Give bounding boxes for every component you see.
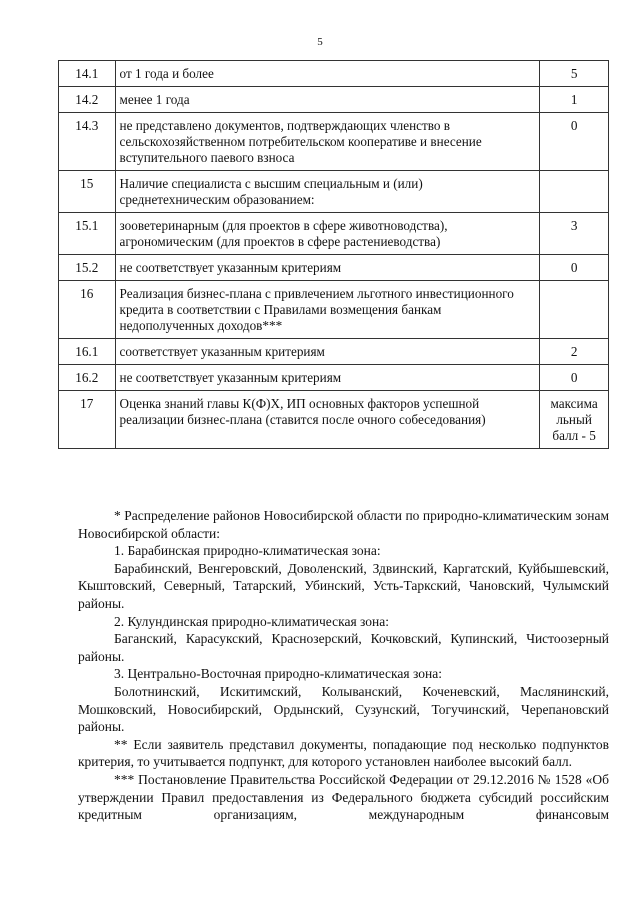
note-double-asterisk: ** Если заявитель представил документы, попадающие под несколько подпунктов критерия, то учитывается подпункт, для которого установлен наиболее высокий балл. [78, 736, 609, 770]
row-score [540, 281, 609, 339]
row-number: 16 [59, 281, 116, 339]
note-zone-1-districts: Барабинский, Венгеровский, Доволенский, Здвинский, Каргатский, Куйбышевский, Кыштовский, Северный, Татарский, Убинский, Усть-Таркский, Чановский, Чулымский районы. [78, 560, 609, 611]
row-score: 2 [540, 339, 609, 365]
row-criterion: менее 1 года [115, 87, 540, 113]
row-number: 15.2 [59, 255, 116, 281]
table-row [59, 213, 609, 255]
row-criterion: зооветеринарным (для проектов в сфере животноводства), агрономическим (для проектов в сфере растениеводства) [115, 213, 540, 255]
row-score: 0 [540, 365, 609, 391]
row-score: 0 [540, 113, 609, 171]
row-criterion: Оценка знаний главы К(Ф)Х, ИП основных факторов успешной реализации бизнес-плана (ставится после очного собеседования) [115, 391, 540, 449]
note-zones-intro: * Распределение районов Новосибирской области по природно-климатическим зонам Новосибирской области: [78, 508, 609, 541]
row-number: 17 [59, 391, 116, 449]
row-score: 1 [540, 87, 609, 113]
page-number: 5 [317, 36, 323, 48]
row-score: 3 [540, 213, 609, 255]
row-number: 16.1 [59, 339, 116, 365]
note-zone-2-districts: Баганский, Карасукский, Краснозерский, Кочковский, Купинский, Чистоозерный районы. [78, 631, 609, 664]
note-zone-2-title: 2. Кулундинская природно-климатическая зона: [114, 613, 389, 629]
row-criterion: от 1 года и более [115, 61, 540, 87]
note-zone-3-districts: Болотнинский, Искитимский, Колыванский, Коченевский, Маслянинский, Мошковский, Новосибирский, Ордынский, Сузунский, Тогучинский, Черепановский районы. [78, 683, 609, 735]
table-row [59, 87, 609, 113]
note-zone-1-title: 1. Барабинская природно-климатическая зона: [114, 543, 381, 559]
row-criterion: не представлено документов, подтверждающих членство в сельскохозяйственном потребительском кооперативе и внесение вступительного паевого взноса [115, 113, 540, 171]
table-row [59, 171, 609, 213]
table-row [59, 391, 609, 449]
row-criterion: не соответствует указанным критериям [115, 365, 540, 391]
row-criterion: не соответствует указанным критериям [115, 255, 540, 281]
table-row [59, 281, 609, 339]
row-number: 15.1 [59, 213, 116, 255]
table-row [59, 339, 609, 365]
row-score [540, 171, 609, 213]
row-criterion: Наличие специалиста с высшим специальным и (или) среднетехническим образованием: [115, 171, 540, 213]
footnotes [78, 507, 609, 824]
note-triple-asterisk: *** Постановление Правительства Российской Федерации от 29.12.2016 № 1528 «Об утверждении Правил предоставления из Федерального бюджета субсидий российским кредитным организациям, международным финансовым [78, 771, 609, 823]
row-score: 5 [540, 61, 609, 87]
row-criterion: Реализация бизнес-плана с привлечением льготного инвестиционного кредита в соответствии с Правилами возмещения банкам недополученных доходов*** [115, 281, 540, 339]
row-number: 14.3 [59, 113, 116, 171]
table-row [59, 255, 609, 281]
table-row [59, 113, 609, 171]
criteria-table [58, 60, 609, 449]
row-number: 15 [59, 171, 116, 213]
row-number: 14.2 [59, 87, 116, 113]
note-zone-3-title: 3. Центрально-Восточная природно-климатическая зона: [114, 666, 442, 682]
row-number: 16.2 [59, 365, 116, 391]
row-criterion: соответствует указанным критериям [115, 339, 540, 365]
row-score: 0 [540, 255, 609, 281]
table-row [59, 365, 609, 391]
row-score: максима льный балл - 5 [540, 391, 609, 449]
table-row [59, 61, 609, 87]
row-number: 14.1 [59, 61, 116, 87]
